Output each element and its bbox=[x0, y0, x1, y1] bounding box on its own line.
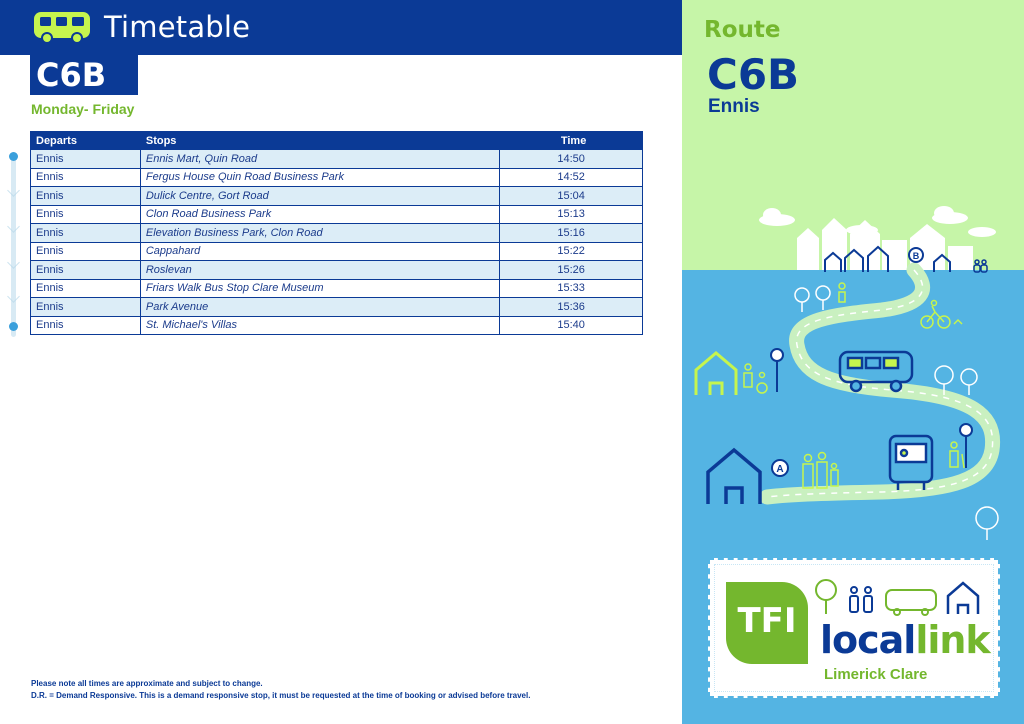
departs-cell: Ennis bbox=[31, 298, 141, 317]
stop-cell: Ennis Mart, Quin Road bbox=[140, 150, 499, 169]
stop-b-marker-icon bbox=[909, 248, 923, 262]
table-row bbox=[31, 168, 643, 187]
timeline-chevron-icon bbox=[7, 290, 20, 303]
timeline-chevron-icon bbox=[7, 184, 20, 197]
route-town: Ennis bbox=[708, 96, 760, 117]
bus-stop-sign-icon bbox=[771, 349, 783, 392]
family-icon bbox=[803, 453, 838, 489]
table-row bbox=[31, 261, 643, 280]
stop-cell: Friars Walk Bus Stop Clare Museum bbox=[140, 279, 499, 298]
time-cell: 14:52 bbox=[500, 168, 643, 187]
stop-a-label: A bbox=[776, 464, 784, 475]
stop-b-label: B bbox=[912, 251, 920, 261]
table-row bbox=[31, 150, 643, 169]
departs-cell: Ennis bbox=[31, 205, 141, 224]
header-bar bbox=[0, 0, 682, 55]
bus-front-icon bbox=[890, 436, 932, 490]
minibus-icon bbox=[886, 590, 936, 615]
bus-stop-sign-icon bbox=[960, 424, 972, 468]
route-code-large: C6B bbox=[707, 50, 800, 99]
time-cell: 15:13 bbox=[500, 205, 643, 224]
people-icon bbox=[974, 260, 987, 272]
route-label: Route bbox=[704, 17, 781, 43]
departs-cell: Ennis bbox=[31, 187, 141, 206]
stop-a-marker-icon bbox=[772, 460, 788, 476]
stop-cell: Clon Road Business Park bbox=[140, 205, 499, 224]
brand-name-link: link bbox=[915, 618, 990, 662]
table-row bbox=[31, 279, 643, 298]
people-icon bbox=[850, 587, 872, 612]
time-cell: 15:33 bbox=[500, 279, 643, 298]
stop-cell: Fergus House Quin Road Business Park bbox=[140, 168, 499, 187]
table-row bbox=[31, 224, 643, 243]
timeline-track bbox=[11, 152, 16, 337]
departs-cell: Ennis bbox=[31, 224, 141, 243]
stop-cell: Dulick Centre, Gort Road bbox=[140, 187, 499, 206]
table-row bbox=[31, 242, 643, 261]
elderly-person-icon bbox=[950, 442, 964, 468]
tfi-badge bbox=[726, 582, 808, 664]
town-skyline-icon bbox=[797, 218, 973, 270]
house-icon bbox=[696, 353, 736, 395]
route-illustration bbox=[682, 200, 1024, 550]
tfi-badge-text: TFI bbox=[737, 601, 797, 641]
table-row bbox=[31, 298, 643, 317]
time-cell: 15:04 bbox=[500, 187, 643, 206]
time-cell: 15:22 bbox=[500, 242, 643, 261]
table-header-row bbox=[31, 132, 643, 150]
bus-icon bbox=[32, 11, 92, 45]
timeline-end-dot bbox=[9, 322, 18, 331]
timetable bbox=[30, 131, 643, 335]
time-cell: 15:40 bbox=[500, 316, 643, 335]
logo-icons bbox=[814, 578, 994, 618]
route-timeline bbox=[8, 152, 19, 337]
column-header-departs: Departs bbox=[31, 132, 141, 150]
timeline-start-dot bbox=[9, 152, 18, 161]
stop-cell: St. Michael's Villas bbox=[140, 316, 499, 335]
time-cell: 15:26 bbox=[500, 261, 643, 280]
stop-cell: Cappahard bbox=[140, 242, 499, 261]
time-cell: 14:50 bbox=[500, 150, 643, 169]
footnote-times: Please note all times are approximate and subject to change. bbox=[31, 679, 263, 688]
route-side-panel bbox=[682, 0, 1024, 724]
page-title: Timetable bbox=[104, 10, 251, 44]
service-days: Monday- Friday bbox=[31, 101, 135, 117]
footnotes bbox=[31, 678, 530, 702]
column-header-stops: Stops bbox=[140, 132, 499, 150]
time-cell: 15:16 bbox=[500, 224, 643, 243]
departs-cell: Ennis bbox=[31, 150, 141, 169]
time-cell: 15:36 bbox=[500, 298, 643, 317]
timeline-chevron-icon bbox=[7, 256, 20, 269]
brand-region: Limerick Clare bbox=[824, 666, 928, 683]
route-code-badge: C6B bbox=[30, 55, 138, 95]
brand-name-local: local bbox=[820, 618, 916, 662]
stop-cell: Park Avenue bbox=[140, 298, 499, 317]
departs-cell: Ennis bbox=[31, 242, 141, 261]
column-header-time: Time bbox=[500, 132, 643, 150]
departs-cell: Ennis bbox=[31, 279, 141, 298]
table-row bbox=[31, 205, 643, 224]
footnote-demand-responsive: D.R. = Demand Responsive. This is a demand responsive stop, it must be requested at the time of booking or advised before travel. bbox=[31, 691, 531, 700]
cyclist-icon bbox=[921, 301, 962, 329]
table-row bbox=[31, 187, 643, 206]
wheelchair-user-icon bbox=[744, 364, 767, 393]
stop-cell: Roslevan bbox=[140, 261, 499, 280]
brand-name bbox=[820, 618, 990, 662]
departs-cell: Ennis bbox=[31, 316, 141, 335]
tree-icon bbox=[816, 580, 836, 614]
road-path bbox=[767, 270, 993, 497]
house-icon bbox=[708, 450, 760, 504]
pedestrian-icon bbox=[839, 283, 845, 302]
departs-cell: Ennis bbox=[31, 261, 141, 280]
tfi-local-link-logo bbox=[708, 558, 1000, 698]
departs-cell: Ennis bbox=[31, 168, 141, 187]
house-icon bbox=[948, 583, 978, 614]
timeline-chevron-icon bbox=[7, 220, 20, 233]
table-row bbox=[31, 316, 643, 335]
stop-cell: Elevation Business Park, Clon Road bbox=[140, 224, 499, 243]
